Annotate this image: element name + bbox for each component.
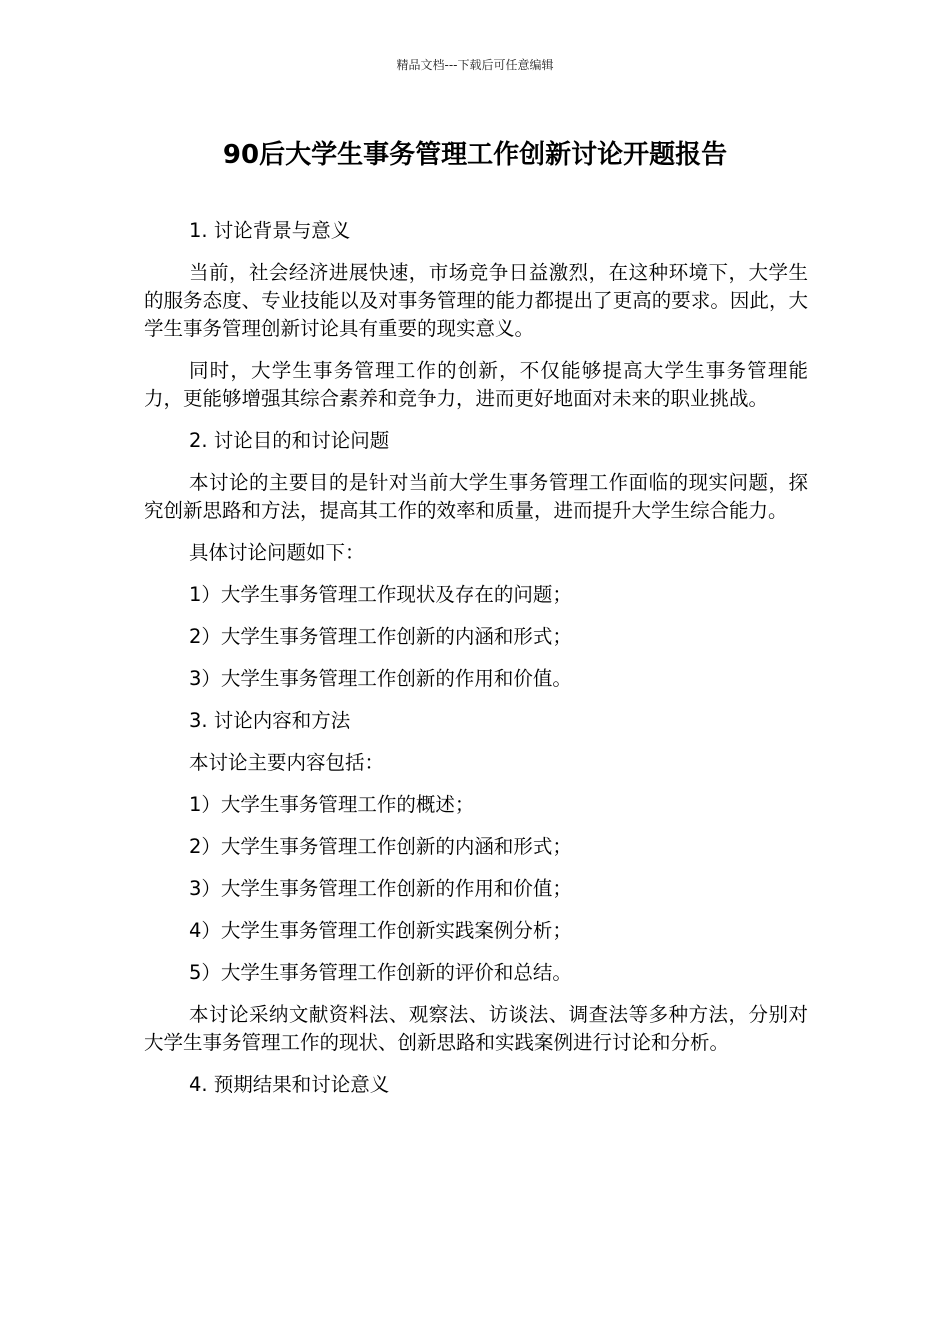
list-item: 1）大学生事务管理工作的概述；: [189, 793, 475, 816]
section-heading-4: 4. 预期结果和讨论意义: [189, 1073, 390, 1096]
paragraph: 当前，社会经济进展快速，市场竞争日益激烈，在这种环境下，大学生的服务态度、专业技能以及对事务管理的能力都提出了更高的要求。因此，大学生事务管理创新讨论具有重要的现实意义。: [144, 261, 808, 340]
paragraph: 本讨论采纳文献资料法、观察法、访谈法、调查法等多种方法，分别对大学生事务管理工作的现状、创新思路和实践案例进行讨论和分析。: [144, 1003, 808, 1054]
document-title: 90后大学生事务管理工作创新讨论开题报告: [222, 140, 728, 170]
header-note: 精品文档---下载后可任意编辑: [396, 58, 554, 72]
paragraph: 本讨论的主要目的是针对当前大学生事务管理工作面临的现实问题，探究创新思路和方法，提高其工作的效率和质量，进而提升大学生综合能力。: [144, 471, 808, 522]
list-item: 2）大学生事务管理工作创新的内涵和形式；: [189, 835, 572, 858]
section-heading-1: 1. 讨论背景与意义: [189, 219, 351, 242]
list-item: 2）大学生事务管理工作创新的内涵和形式；: [189, 625, 572, 648]
list-item: 5）大学生事务管理工作创新的评价和总结。: [189, 961, 572, 984]
section-heading-3: 3. 讨论内容和方法: [189, 709, 351, 732]
list-item: 3）大学生事务管理工作创新的作用和价值；: [189, 877, 572, 900]
list-item: 1）大学生事务管理工作现状及存在的问题；: [189, 583, 572, 606]
section-heading-2: 2. 讨论目的和讨论问题: [189, 429, 390, 452]
document-body: [144, 217, 808, 1113]
list-item: 4）大学生事务管理工作创新实践案例分析；: [189, 919, 572, 942]
list-intro: 本讨论主要内容包括：: [189, 751, 385, 774]
list-intro: 具体讨论问题如下：: [189, 541, 365, 564]
list-item: 3）大学生事务管理工作创新的作用和价值。: [189, 667, 572, 690]
paragraph: 同时，大学生事务管理工作的创新，不仅能够提高大学生事务管理能力，更能够增强其综合素养和竞争力，进而更好地面对未来的职业挑战。: [144, 359, 808, 410]
